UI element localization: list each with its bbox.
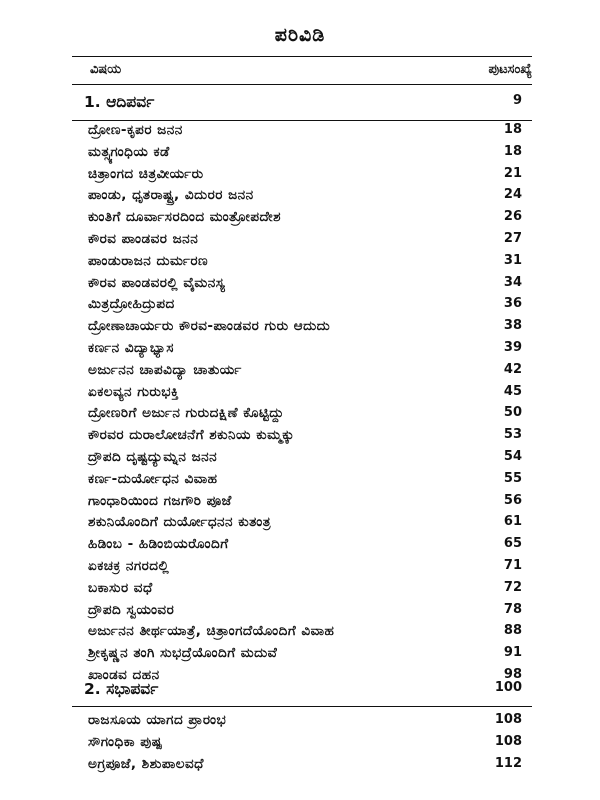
toc-entry (78, 580, 522, 602)
entry-title: ಏಕಚಕ್ರ ನಗರದಲ್ಲಿ (88, 557, 170, 574)
entry-page: 18 (503, 143, 522, 159)
entry-title: ಕರ್ಣ-ದುರ್ಯೋಧನ ವಿವಾಹ (88, 470, 218, 487)
entry-title: ಅರ್ಜುನನ ಚಾಪವಿದ್ಯಾ ಚಾತುರ್ಯ (88, 361, 242, 378)
entry-page: 112 (494, 755, 522, 771)
entry-page: 56 (503, 492, 522, 508)
header-bottom-rule (72, 84, 532, 85)
entry-title: ಮತ್ಸ್ಯಗಂಧಿಯ ಕಡೆ (88, 143, 170, 160)
entry-title: ಕೌರವ ಪಾಂಡವರಲ್ಲಿ ವೈಮನಸ್ಯ (88, 274, 226, 291)
entry-title: ಅಗ್ರಪೂಜೆ, ಶಿಶುಪಾಲವಧೆ (88, 755, 204, 772)
toc-entry (78, 623, 522, 645)
entry-title: ದ್ರೌಪದಿ ದೃಷ್ಟದ್ಯುಮ್ನನ ಜನನ (88, 448, 218, 465)
entry-page: 108 (494, 712, 522, 727)
entry-title: ಅರ್ಜುನನ ತೀರ್ಥಯಾತ್ರೆ, ಚಿತ್ರಾಂಗದೆಯೊಂದಿಗೆ ವಿವಾಹ (88, 623, 335, 640)
entry-page: 24 (503, 187, 522, 203)
entry-title: ಖಾಂಡವ ದಹನ (88, 666, 160, 683)
entry-page: 108 (494, 733, 522, 749)
entry-page: 50 (503, 405, 522, 421)
section-entries-sabhaparva (78, 712, 522, 777)
entry-title: ಬಕಾಸುರ ವಧೆ (88, 579, 153, 596)
section-page-number: 9 (512, 93, 522, 108)
entry-title: ಶ್ರೀಕೃಷ್ಣನ ತಂಗಿ ಸುಭದ್ರೆಯೊಂದಿಗೆ ಮದುವೆ (88, 645, 278, 662)
entry-title: ಪಾಂಡು, ಧೃತರಾಷ್ಟ್ರ, ವಿದುರರ ಜನನ (88, 187, 254, 204)
entry-page: 72 (503, 579, 522, 595)
entry-page: 53 (503, 427, 522, 443)
section-heading-sabhaparva (78, 680, 522, 706)
entry-title: ರಾಜಸೂಯ ಯಾಗದ ಪ್ರಾರಂಭ (88, 712, 227, 728)
toc-entry (78, 122, 522, 144)
entry-page: 54 (503, 448, 522, 464)
header-top-rule (72, 56, 532, 57)
toc-entry (78, 166, 522, 188)
toc-entry (78, 253, 522, 275)
toc-entry (78, 602, 522, 624)
toc-entry (78, 536, 522, 558)
toc-entry (78, 645, 522, 667)
subject-column-header: ವಿಷಯ (90, 62, 122, 77)
entry-page: 61 (503, 514, 522, 530)
toc-entry (78, 756, 522, 778)
entry-page: 98 (503, 666, 522, 682)
entry-title: ಪಾಂಡುರಾಜನ ದುರ್ಮರಣ (88, 252, 209, 269)
entry-page: 42 (503, 361, 522, 377)
toc-entry (78, 209, 522, 231)
toc-entry (78, 144, 522, 166)
entry-title: ಮಿತ್ರದ್ರೋಹಿದ್ರುಪದ (88, 296, 175, 313)
entry-page: 36 (503, 296, 522, 312)
toc-entry (78, 231, 522, 253)
entry-title: ಸೌಗಂಧಿಕಾ ಪುಷ್ಪ (88, 733, 163, 750)
entry-title: ದ್ರೋಣ-ಕೃಪರ ಜನನ (88, 122, 183, 138)
entry-title: ಕರ್ಣನ ವಿದ್ಯಾಭ್ಯಾಸ (88, 339, 174, 356)
entry-page: 31 (503, 252, 522, 268)
entry-title: ಏಕಲವ್ಯನ ಗುರುಭಕ್ತಿ (88, 383, 179, 400)
page-column-header: ಪುಟಸಂಖ್ಯೆ (488, 62, 532, 77)
entry-title: ಕೌರವ ಪಾಂಡವರ ಜನನ (88, 230, 199, 247)
entry-page: 18 (503, 122, 522, 137)
toc-entry (78, 734, 522, 756)
toc-entry (78, 558, 522, 580)
entry-page: 26 (503, 209, 522, 225)
toc-entry (78, 471, 522, 493)
entry-title: ಶಕುನಿಯೊಂದಿಗೆ ದುರ್ಯೋಧನನ ಕುತಂತ್ರ (88, 514, 271, 531)
entry-page: 34 (503, 274, 522, 290)
toc-entry (78, 296, 522, 318)
toc-entry (78, 275, 522, 297)
entry-title: ದ್ರೌಪದಿ ಸ್ವಯಂವರ (88, 601, 175, 618)
toc-entry (78, 318, 522, 340)
entry-title: ದ್ರೋಣಾಚಾರ್ಯರು ಕೌರವ-ಪಾಂಡವರ ಗುರು ಆದುದು (88, 318, 331, 335)
entry-title: ಕೌರವರ ದುರಾಲೋಚನೆಗೆ ಶಕುನಿಯ ಕುಮ್ಮಕ್ಕು (88, 427, 295, 444)
entry-page: 71 (503, 557, 522, 573)
entry-page: 55 (503, 470, 522, 486)
entry-title: ಗಾಂಧಾರಿಯಿಂದ ಗಜಗೌರಿ ಪೂಜೆ (88, 492, 232, 509)
entry-title: ಹಿಡಿಂಬ - ಹಿಡಿಂಬಿಯರೊಂದಿಗೆ (88, 536, 229, 553)
page-title: ಪರಿವಿಡಿ (274, 24, 326, 46)
toc-entry (78, 384, 522, 406)
section-divider (72, 706, 532, 707)
entry-page: 78 (503, 601, 522, 617)
toc-entry (78, 340, 522, 362)
toc-entry (78, 712, 522, 734)
entry-page: 39 (503, 339, 522, 355)
section-divider (72, 120, 532, 121)
entry-title: ಚಿತ್ರಾಂಗದ ಚಿತ್ರವೀರ್ಯರು (88, 165, 204, 182)
section-page-number: 100 (494, 680, 522, 695)
section-label: 2. ಸಭಾಪರ್ವ (84, 680, 159, 698)
entry-page: 38 (503, 318, 522, 334)
toc-entry (78, 427, 522, 449)
entry-title: ಕುಂತಿಗೆ ದೂರ್ವಾಸರದಿಂದ ಮಂತ್ರೋಪದೇಶ (88, 209, 282, 226)
entry-page: 45 (503, 383, 522, 399)
toc-entry (78, 362, 522, 384)
toc-entry (78, 405, 522, 427)
entry-page: 65 (503, 536, 522, 552)
table-header (72, 62, 532, 84)
toc-entry (78, 449, 522, 471)
entry-page: 88 (503, 623, 522, 639)
toc-entry (78, 493, 522, 515)
entry-page: 27 (503, 230, 522, 246)
entry-page: 91 (503, 645, 522, 661)
section-entries-adiparva (78, 122, 522, 689)
section-heading-adiparva (78, 93, 522, 119)
entry-title: ದ್ರೋಣರಿಗೆ ಅರ್ಜುನ ಗುರುದಕ್ಷಿಣೆ ಕೊಟ್ಟಿದ್ದು (88, 405, 285, 422)
section-label: 1. ಆದಿಪರ್ವ (84, 93, 155, 111)
toc-entry (78, 514, 522, 536)
entry-page: 21 (503, 165, 522, 181)
toc-entry (78, 187, 522, 209)
